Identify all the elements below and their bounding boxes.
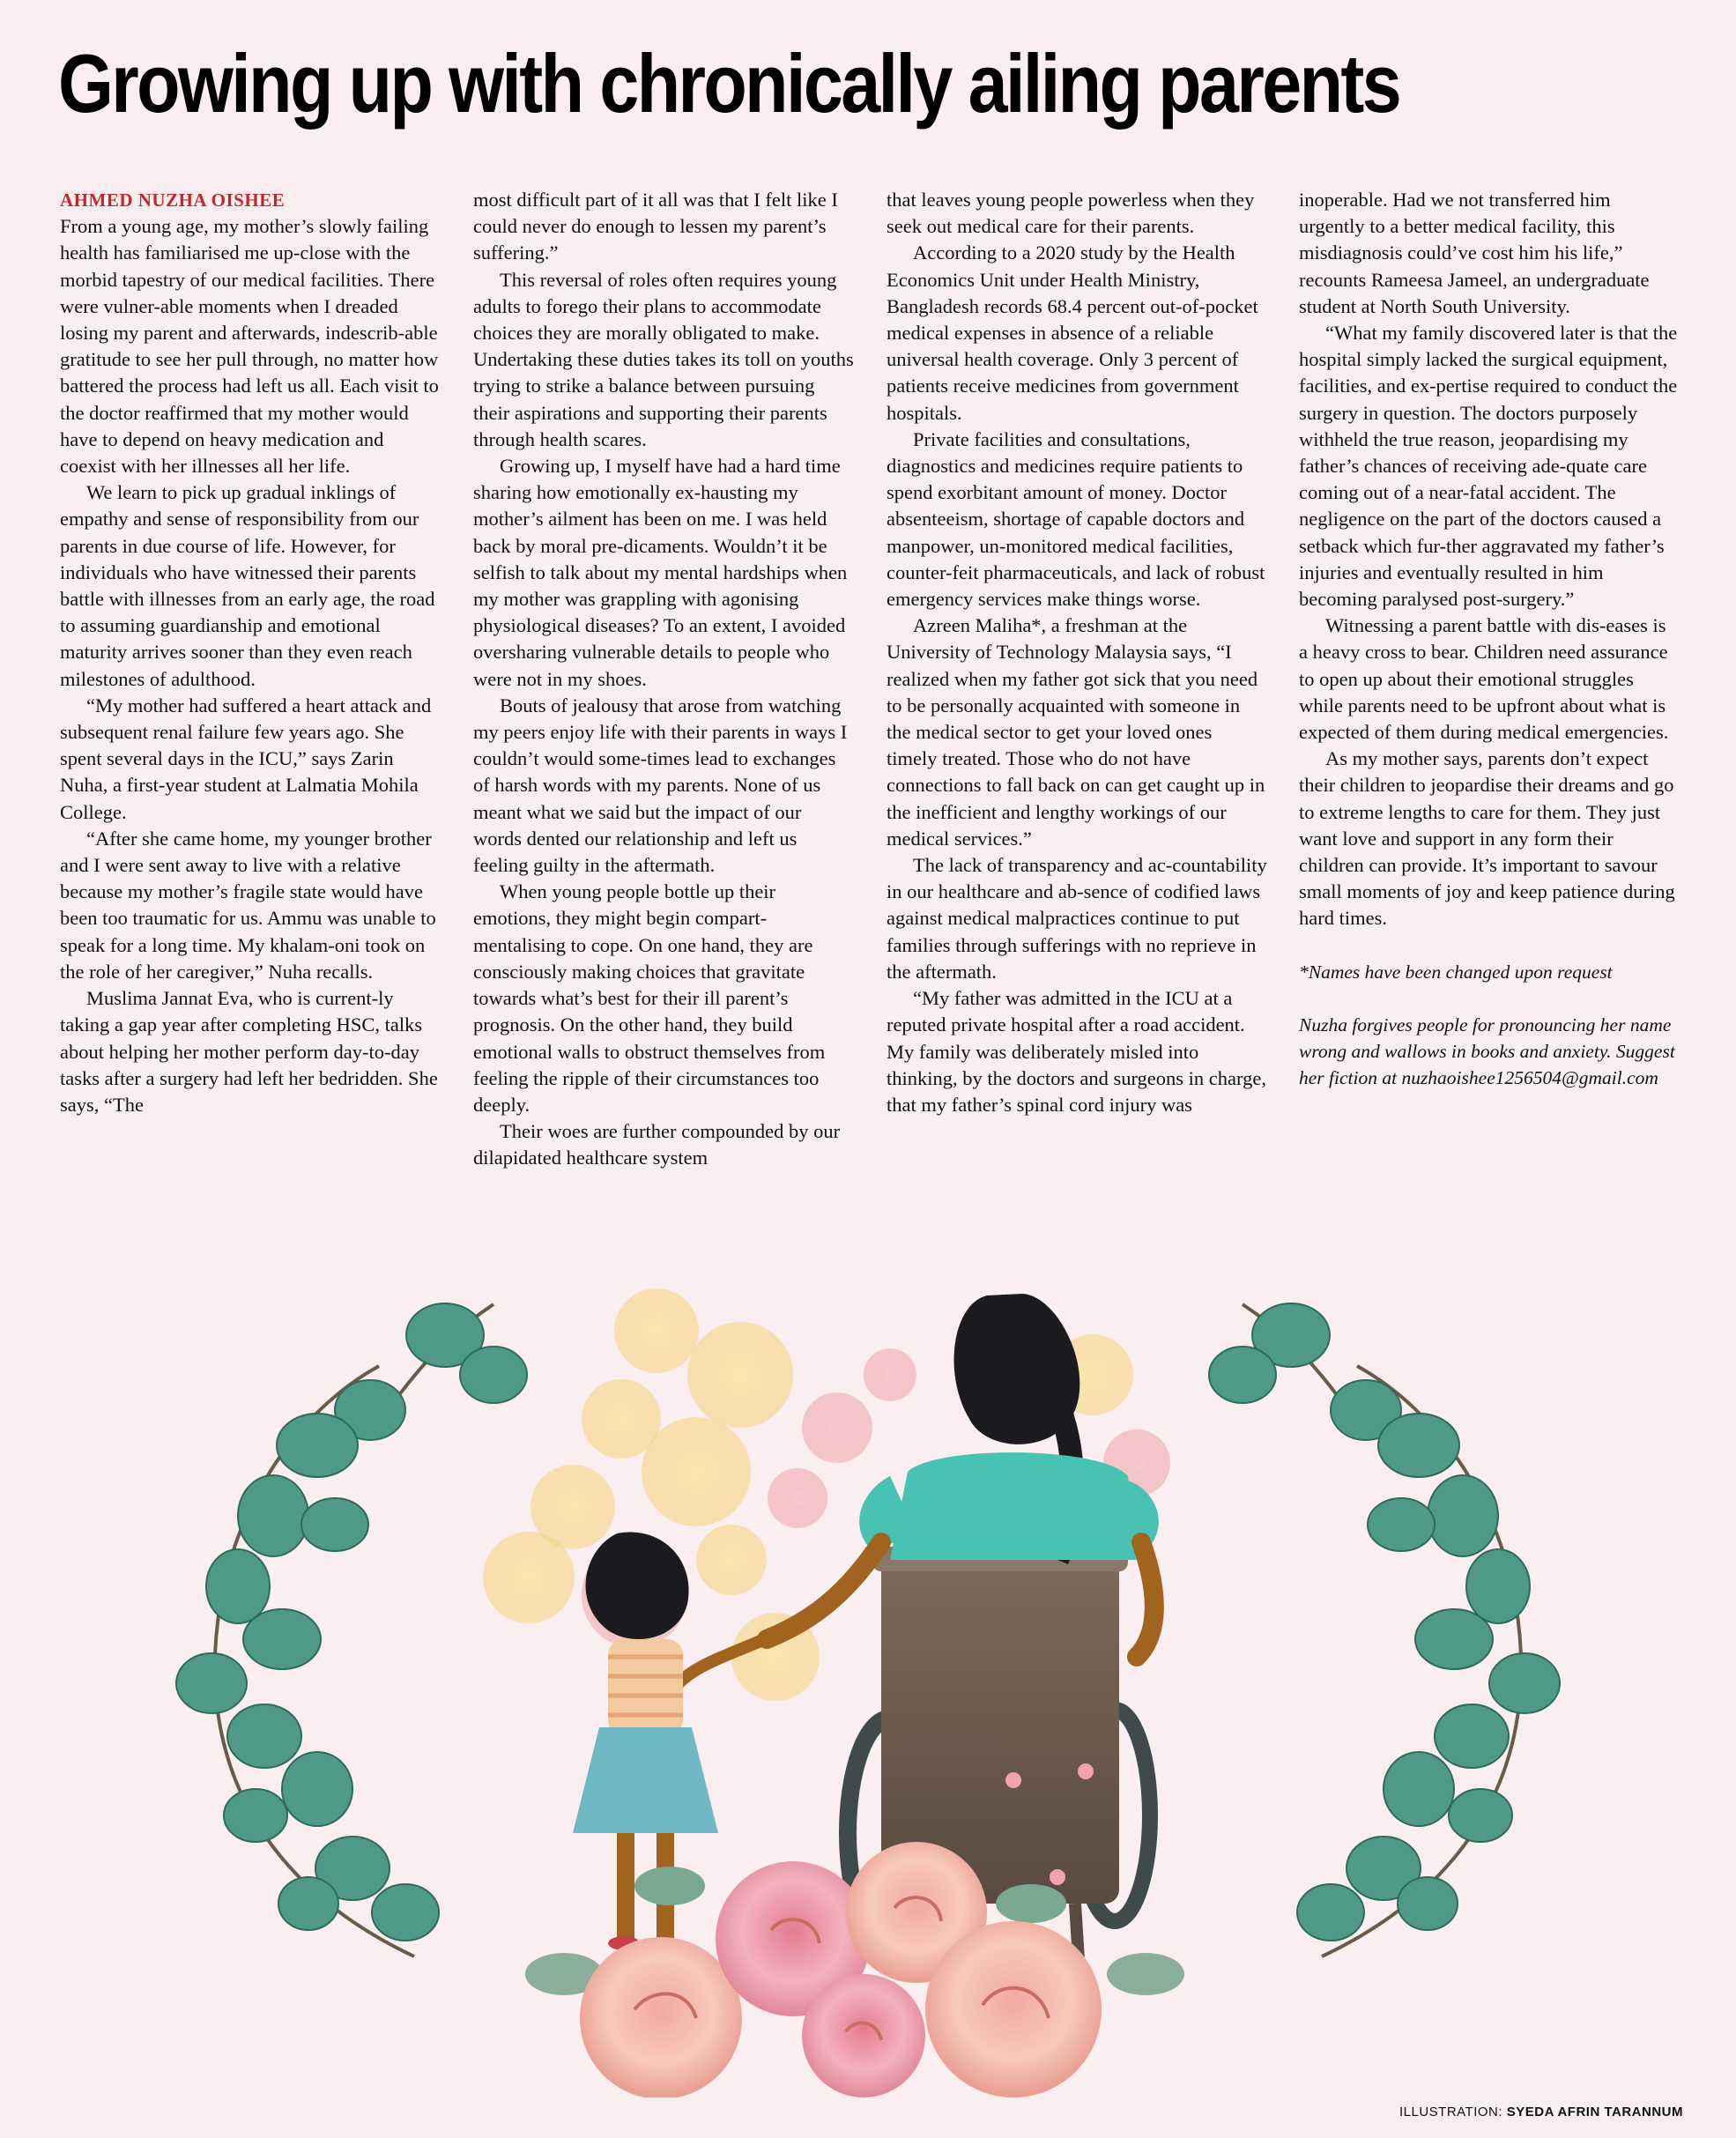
illustration-credit	[1339, 2105, 1683, 2119]
byline: AHMED NUZHA OISHEE	[60, 189, 286, 211]
paragraph: We learn to pick up gradual inklings of empathy and sense of responsibility from our parents in due course of life. However, for individuals who have witnessed their parents battle with illnesses from an early age, the road to assuming guardianship and emotional maturity arrives sooner than they even reach milestones of adulthood.	[60, 481, 435, 690]
credit-name: SYEDA AFRIN TARANNUM	[1506, 2105, 1683, 2119]
article-column-4	[1299, 187, 1680, 1091]
paragraph: Growing up, I myself have had a hard time sharing how emotionally ex-hausting my mother’s ailment has been on me. I was held back by moral pre-dicaments. Wouldn’t it be selfish to talk about my mental hardships when my mother was grappling with agonising physiological diseases? To an extent, I avoided oversharing vulnerable details to people who were not in my shoes.	[473, 455, 848, 690]
left-eucalyptus-wreath	[176, 1303, 527, 1956]
paragraph: Private facilities and consultations, diagnostics and medicines require patients to spend exorbitant amount of money. Doctor absenteeism, shortage of capable doctors and manpower, un-monitored medical facilities, counter-feit pharmaceuticals, and lack of robust emergency services make things worse.	[887, 427, 1265, 611]
footnote: *Names have been changed upon request	[1299, 961, 1613, 983]
paragraph: “My mother had suffered a heart attack and subsequent renal failure few years ago. She spent several days in the ICU,” says Zarin Nuha, a first-year student at Lalmatia Mohila College.	[60, 694, 432, 823]
paragraph: inoperable. Had we not transferred him urgently to a better medical facility, this misdiagnosis could’ve cost him his life,” recounts Rameesa Jameel, an undergraduate student at North South University.	[1299, 189, 1650, 317]
paragraph: This reversal of roles often requires young adults to forego their plans to accommodate choices they are morally obligated to make. Undertaking these duties takes its toll on youths trying to strike a balance between pursuing their aspirations and supporting their parents through health scares.	[473, 268, 854, 450]
paragraph: Azreen Maliha*, a freshman at the University of Technology Malaysia says, “I realized when my father got sick that you need to be personally acquainted with someone in the medical sector to get your loved ones timely treated. Those who do not have connections to fall back on can get caught up in the inefficient and lengthy workings of our medical services.”	[887, 614, 1265, 850]
paragraph: “What my family discovered later is that the hospital simply lacked the surgical equipment, facilities, and ex-pertise required to conduct the surgery in question. The doctors purposely withheld the true reason, jeopardising my father’s chances of receiving ade-quate care coming out of a near-fatal accident. The negligence on the part of the doctors caused a setback which fur-ther aggravated my father’s injuries and eventually resulted in him becoming paralysed post-surgery.”	[1299, 322, 1678, 611]
headline: Growing up with chronically ailing parents	[58, 37, 1400, 130]
paragraph: “My father was admitted in the ICU at a reputed private hospital after a road accident. My family was deliberately misled into thinking, by the doctors and surgeons in charge, that my father’s spinal cord injury was	[887, 987, 1266, 1116]
paragraph: As my mother says, parents don’t expect their children to jeopardise their dreams and go to extreme lengths to care for them. They just want love and support in any form their children can provide. It’s important to savour small moments of joy and keep patience during hard times.	[1299, 747, 1675, 930]
paragraph: Their woes are further compounded by our dilapidated healthcare system	[473, 1120, 841, 1169]
paragraph: “After she came home, my younger brother and I were sent away to live with a relative because my mother’s fragile state would have been too traumatic for us. Ammu was unable to speak for a long time. My khalam-oni took on the role of her caregiver,” Nuha recalls.	[60, 827, 436, 983]
paragraph: Bouts of jealousy that arose from watching my peers enjoy life with their parents in ways I couldn’t would some-times lead to exchanges of harsh words with my parents. None of us meant what we said but the impact of our words dented our relationship and left us feeling guilty in the aftermath.	[473, 694, 848, 877]
paragraph: Muslima Jannat Eva, who is current-ly taking a gap year after completing HSC, talks about helping her mother perform day-to-day tasks after a surgery had left her bedridden. She says, “The	[60, 987, 438, 1116]
credit-label: ILLUSTRATION:	[1398, 2105, 1503, 2119]
right-eucalyptus-wreath	[1209, 1303, 1560, 1956]
article-column-2	[473, 187, 854, 1172]
paragraph: When young people bottle up their emotions, they might begin compart-mentalising to cope. On one hand, they are consciously making choices that gravitate towards what’s best for their ill parent’s prognosis. On the other hand, they build emotional walls to obstruct themselves from feeling the ripple of their circumstances too deeply.	[473, 880, 826, 1116]
author-bio: Nuzha forgives people for pronouncing her name wrong and wallows in books and anxiety. Suggest her fiction at nuzhaoishee1256504@gmail.com	[1299, 1013, 1675, 1088]
paragraph: Witnessing a parent battle with dis-eases is a heavy cross to bear. Children need assurance to open up about their emotional struggles while parents need to be upfront about what is expected of them during medical emergencies.	[1299, 614, 1669, 744]
paragraph: From a young age, my mother’s slowly failing health has familiarised me up-close with the morbid tapestry of our medical facilities. There were vulner-able moments when I dreaded losing my parent and afterwards, indescrib-able gratitude to see her pull through, no matter how battered the process had left us all. Each visit to the doctor reaffirmed that my mother would have to depend on heavy medication and coexist with her illnesses all her life.	[60, 215, 439, 478]
paragraph: The lack of transparency and ac-countability in our healthcare and ab-sence of codified laws against medical malpractices continue to put families through sufferings with no reprieve in the aftermath.	[887, 854, 1267, 983]
paragraph: most difficult part of it all was that I felt like I could never do enough to lessen my parent’s suffering.”	[473, 189, 838, 264]
illustration-mother-daughter	[0, 1269, 1736, 2097]
paragraph: According to a 2020 study by the Health Economics Unit under Health Ministry, Bangladesh records 68.4 percent out-of-pocket medical expenses in absence of a reliable universal health coverage. Only 3 percent of patients receive medicines from government hospitals.	[887, 241, 1258, 424]
article-column-3	[887, 187, 1267, 1118]
article-column-1	[60, 187, 441, 1118]
paragraph: that leaves young people powerless when they seek out medical care for their parents.	[887, 189, 1255, 238]
